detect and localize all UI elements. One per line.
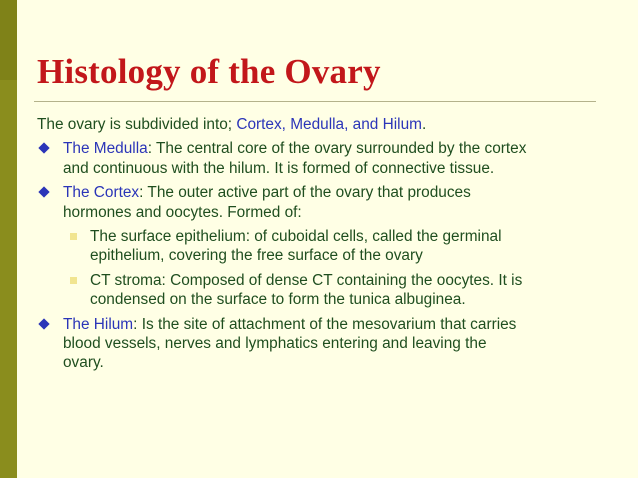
subbullet-line: The surface epithelium: of cuboidal cells, called the germinal: [90, 228, 502, 246]
subbullet-line: condensed on the surface to form the tunica albuginea.: [90, 291, 466, 309]
subbullet-line: epithelium, covering the free surface of the ovary: [90, 247, 423, 265]
bullet-hilum: [37, 315, 607, 373]
diamond-bullet-icon: [38, 187, 49, 198]
intro-prefix: The ovary is subdivided into;: [37, 116, 237, 133]
intro-highlight: Cortex, Medulla, and Hilum: [236, 116, 422, 133]
bullet-line: and continuous with the hilum. It is formed of connective tissue.: [63, 159, 495, 177]
intro-suffix: .: [421, 116, 427, 133]
bullet-line: ovary.: [63, 354, 104, 372]
bullet-line: blood vessels, nerves and lymphatics entering and leaving the: [63, 335, 487, 353]
bullet-cortex: [37, 183, 607, 222]
bullet-text: : The outer active part of the ovary that produces: [139, 184, 471, 202]
bullet-line: hormones and oocytes. Formed of:: [63, 203, 302, 221]
bullet-line: [63, 183, 607, 202]
bullet-term: The Medulla: [63, 140, 148, 158]
slide-title: Histology of the Ovary: [37, 52, 381, 91]
bullet-line: [63, 139, 607, 158]
subbullet-line: CT stroma: Composed of dense CT containing the oocytes. It is: [90, 271, 523, 289]
title-divider: [34, 101, 596, 102]
bullet-text: : The central core of the ovary surrounded by the cortex: [147, 140, 527, 158]
slide-body: [37, 115, 607, 378]
diamond-bullet-icon: [38, 143, 49, 154]
diamond-bullet-icon: [38, 318, 49, 329]
square-bullet-icon: [70, 233, 77, 240]
bullet-term: The Cortex: [63, 184, 140, 202]
square-bullet-icon: [70, 277, 77, 284]
subbullet-surface-epithelium: [37, 227, 607, 266]
bullet-medulla: [37, 139, 607, 178]
intro-paragraph: [37, 115, 607, 134]
bullet-line: [63, 315, 607, 334]
subbullet-ct-stroma: [37, 271, 607, 310]
left-accent-bar-top: [0, 0, 17, 80]
bullet-term: The Hilum: [63, 315, 134, 333]
bullet-text: : Is the site of attachment of the mesovarium that carries: [133, 315, 517, 333]
